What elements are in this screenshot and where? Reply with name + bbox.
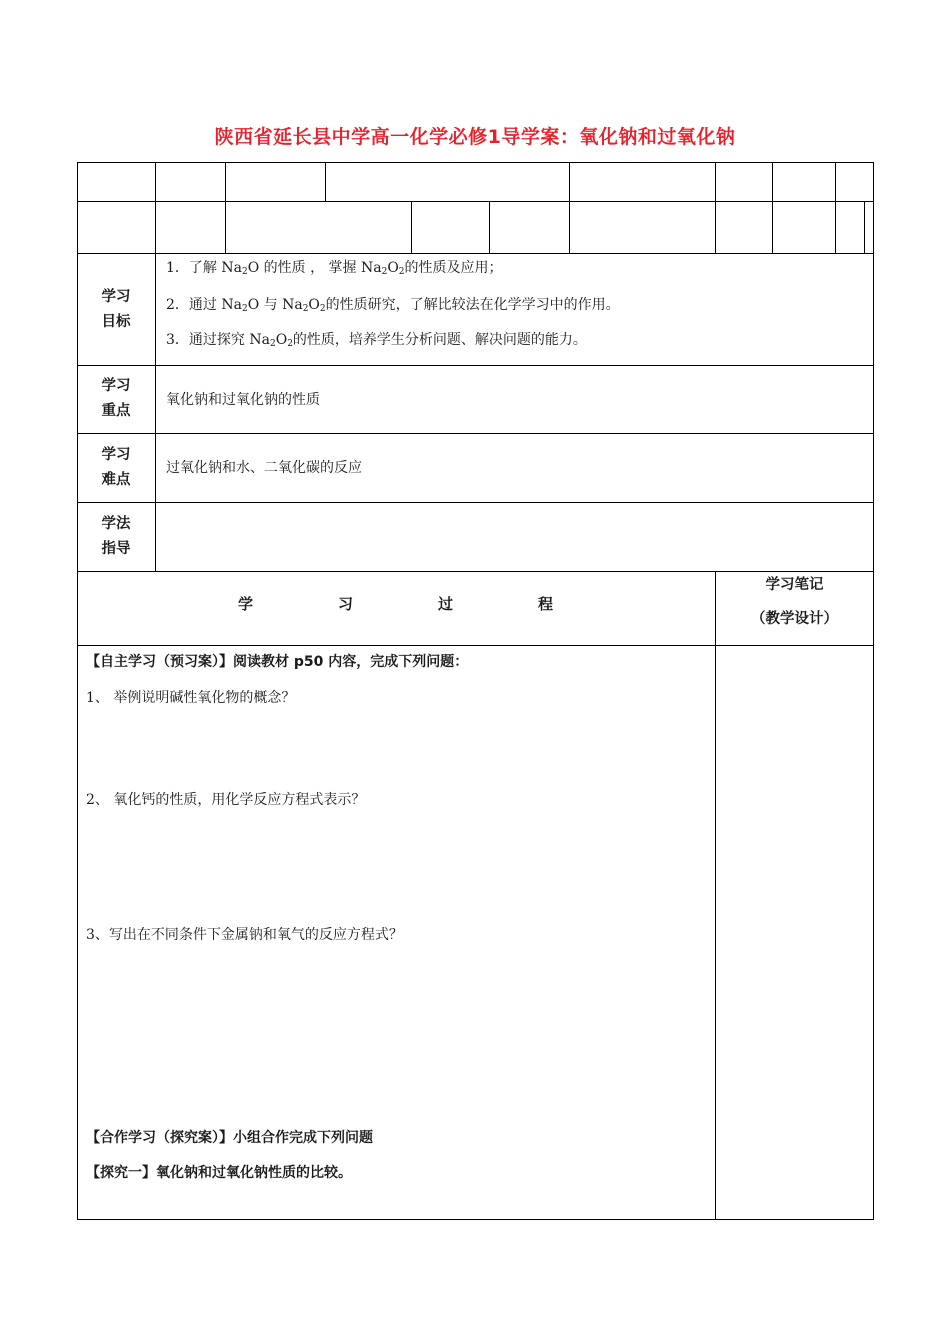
grid-line [715, 162, 716, 201]
header-row-divider [77, 201, 874, 202]
method-label: 学法 指导 [101, 516, 131, 557]
table-border-top [77, 162, 874, 163]
objectives-label: 学习 目标 [101, 289, 131, 330]
process-header-char: 过 [438, 595, 454, 613]
section-divider [77, 502, 874, 503]
grid-line [225, 162, 226, 201]
grid-line [569, 162, 570, 201]
grid-line [155, 162, 156, 201]
grid-line [489, 201, 490, 253]
question-3: 3、写出在不同条件下金属钠和氧气的反应方程式？ [86, 927, 403, 943]
notes-header: 学习笔记 （教学设计） [751, 577, 838, 627]
grid-line [772, 201, 773, 253]
objective-item-3: 3．通过探究 $Na_2O_2$的性质，培养学生分析问题、解决问题的能力。 [166, 332, 587, 349]
objective-item-1: 1．了解 $Na_2O$ 的性质 ， 掌握 $Na_2O_2$的性质及应用； [166, 260, 503, 277]
grid-line [715, 201, 716, 253]
explore-1-heading: 【探究一】氧化钠和过氧化钠性质的比较。 [86, 1165, 352, 1181]
difficulties-text: 过氧化钠和水、二氧化碳的反应 [166, 460, 362, 476]
label-column-divider [155, 253, 156, 571]
grid-line [325, 162, 326, 201]
section-divider [77, 365, 874, 366]
question-1: 1、 举例说明碱性氧化物的概念？ [86, 690, 296, 706]
grid-line [411, 201, 412, 253]
grid-line [772, 162, 773, 201]
table-border-right [873, 162, 874, 1220]
grid-line [155, 201, 156, 253]
key-points-text: 氧化钠和过氧化钠的性质 [166, 392, 320, 408]
process-header-char: 程 [538, 595, 554, 613]
table-border-bottom [77, 1219, 874, 1220]
process-header-char: 学 [238, 595, 254, 613]
key-points-label: 学习 重点 [101, 378, 131, 419]
header-row-bottom [77, 253, 874, 254]
grid-line [569, 201, 570, 253]
objective-item-2: 2．通过 $Na_2O$ 与 $Na_2O_2$的性质研究，了解比较法在化学学习中的作用。 [166, 297, 620, 314]
difficulties-label: 学习 难点 [101, 447, 131, 488]
grid-line [225, 201, 226, 253]
grid-line [835, 201, 836, 253]
page-title: 陕西省延长县中学高一化学必修1导学案：氧化钠和过氧化钠 [214, 126, 736, 148]
coop-study-heading: 【合作学习（探究案）】小组合作完成下列问题 [86, 1130, 373, 1146]
section-divider [77, 433, 874, 434]
grid-line [835, 162, 836, 201]
process-header-char: 习 [338, 595, 354, 613]
grid-line [864, 201, 865, 253]
section-divider [77, 645, 874, 646]
question-2: 2、 氧化钙的性质，用化学反应方程式表示？ [86, 792, 366, 808]
notes-column-divider [715, 571, 716, 1219]
section-divider [77, 571, 874, 572]
self-study-heading: 【自主学习（预习案）】阅读教材 p50 内容，完成下列问题： [86, 654, 469, 670]
